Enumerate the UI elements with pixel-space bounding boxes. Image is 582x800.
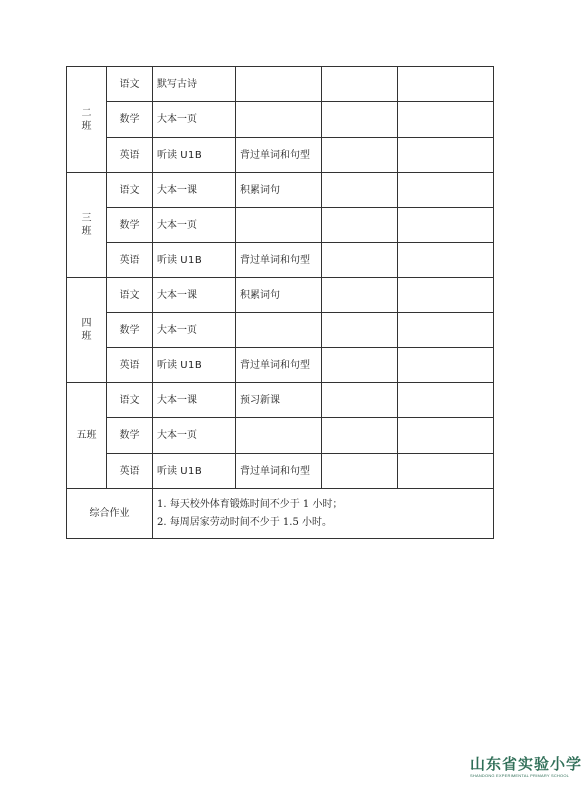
task-cell: 背过单词和句型 xyxy=(236,243,322,278)
empty-cell xyxy=(322,454,398,489)
empty-cell xyxy=(398,313,494,348)
subject-cell: 语文 xyxy=(107,278,153,313)
empty-cell xyxy=(398,173,494,208)
table-row xyxy=(67,173,494,208)
subject-cell: 语文 xyxy=(107,67,153,102)
subject-cell: 数学 xyxy=(107,313,153,348)
task-prefix: 听读 xyxy=(157,254,181,266)
empty-cell xyxy=(322,102,398,138)
empty-cell xyxy=(322,418,398,454)
subject-cell: 数学 xyxy=(107,208,153,243)
empty-cell xyxy=(398,418,494,454)
summary-item: 2. 每周居家劳动时间不少于 1.5 小时。 xyxy=(157,516,332,528)
table-row xyxy=(67,102,494,138)
task-cell xyxy=(236,313,322,348)
task-cell: 背过单词和句型 xyxy=(236,454,322,489)
task-cell: 大本一页 xyxy=(153,102,236,138)
empty-cell xyxy=(322,208,398,243)
empty-cell xyxy=(398,348,494,383)
empty-cell xyxy=(322,313,398,348)
task-cell: 大本一课 xyxy=(153,383,236,418)
task-cell xyxy=(236,102,322,138)
task-cell: 大本一页 xyxy=(153,313,236,348)
task-cell: 大本一课 xyxy=(153,173,236,208)
task-cell: 大本一课 xyxy=(153,278,236,313)
class-label-top: 二 xyxy=(81,107,92,119)
class-cell xyxy=(67,278,107,383)
task-cell xyxy=(236,208,322,243)
unit-code: U1B xyxy=(180,465,203,477)
class-cell: 五班 xyxy=(67,383,107,489)
summary-items xyxy=(153,489,494,539)
task-prefix: 听读 xyxy=(157,149,181,161)
school-logo-english: SHANDONG EXPERIMENTAL PRIMARY SCHOOL xyxy=(470,773,570,778)
empty-cell xyxy=(398,383,494,418)
summary-label: 综合作业 xyxy=(67,489,153,539)
table-row xyxy=(67,138,494,173)
empty-cell xyxy=(322,243,398,278)
empty-cell xyxy=(398,454,494,489)
table-row xyxy=(67,313,494,348)
table-row xyxy=(67,278,494,313)
empty-cell xyxy=(398,208,494,243)
class-label-top: 三 xyxy=(81,213,92,224)
class-label-bottom: 班 xyxy=(81,226,92,237)
class-label-bottom: 班 xyxy=(81,331,92,342)
task-cell: 积累词句 xyxy=(236,278,322,313)
task-cell: 大本一页 xyxy=(153,208,236,243)
empty-cell xyxy=(398,102,494,138)
table-row xyxy=(67,383,494,418)
task-prefix: 听读 xyxy=(157,359,181,371)
task-cell xyxy=(236,67,322,102)
table-row xyxy=(67,418,494,454)
class-cell xyxy=(67,173,107,278)
table-row xyxy=(67,67,494,102)
class-label-bottom: 班 xyxy=(81,120,92,132)
task-cell xyxy=(153,138,236,173)
unit-code: U1B xyxy=(180,359,203,371)
task-cell xyxy=(153,348,236,383)
class-label-top: 四 xyxy=(81,318,92,329)
subject-cell: 英语 xyxy=(107,138,153,173)
subject-cell: 英语 xyxy=(107,348,153,383)
empty-cell xyxy=(398,138,494,173)
task-cell: 默写古诗 xyxy=(153,67,236,102)
class-cell xyxy=(67,67,107,173)
school-logo-name: 山东省实验小学 xyxy=(470,755,582,773)
subject-cell: 数学 xyxy=(107,418,153,454)
unit-code: U1B xyxy=(180,149,203,161)
table-row xyxy=(67,208,494,243)
empty-cell xyxy=(322,138,398,173)
empty-cell xyxy=(322,348,398,383)
table-row xyxy=(67,243,494,278)
empty-cell xyxy=(322,67,398,102)
task-cell: 背过单词和句型 xyxy=(236,348,322,383)
subject-cell: 英语 xyxy=(107,243,153,278)
task-cell: 背过单词和句型 xyxy=(236,138,322,173)
task-cell: 大本一页 xyxy=(153,418,236,454)
homework-table xyxy=(66,66,494,539)
task-cell xyxy=(153,243,236,278)
subject-cell: 数学 xyxy=(107,102,153,138)
task-cell xyxy=(153,454,236,489)
subject-cell: 语文 xyxy=(107,383,153,418)
task-cell xyxy=(236,418,322,454)
task-prefix: 听读 xyxy=(157,465,181,477)
task-cell: 预习新课 xyxy=(236,383,322,418)
empty-cell xyxy=(398,67,494,102)
subject-cell: 语文 xyxy=(107,173,153,208)
table-row xyxy=(67,454,494,489)
empty-cell xyxy=(322,173,398,208)
task-cell: 积累词句 xyxy=(236,173,322,208)
school-logo xyxy=(470,755,582,795)
empty-cell xyxy=(322,278,398,313)
summary-row xyxy=(67,489,494,539)
empty-cell xyxy=(398,278,494,313)
subject-cell: 英语 xyxy=(107,454,153,489)
table-row xyxy=(67,348,494,383)
empty-cell xyxy=(398,243,494,278)
unit-code: U1B xyxy=(180,254,203,266)
summary-item: 1. 每天校外体育锻炼时间不少于 1 小时； xyxy=(157,498,343,510)
empty-cell xyxy=(322,383,398,418)
